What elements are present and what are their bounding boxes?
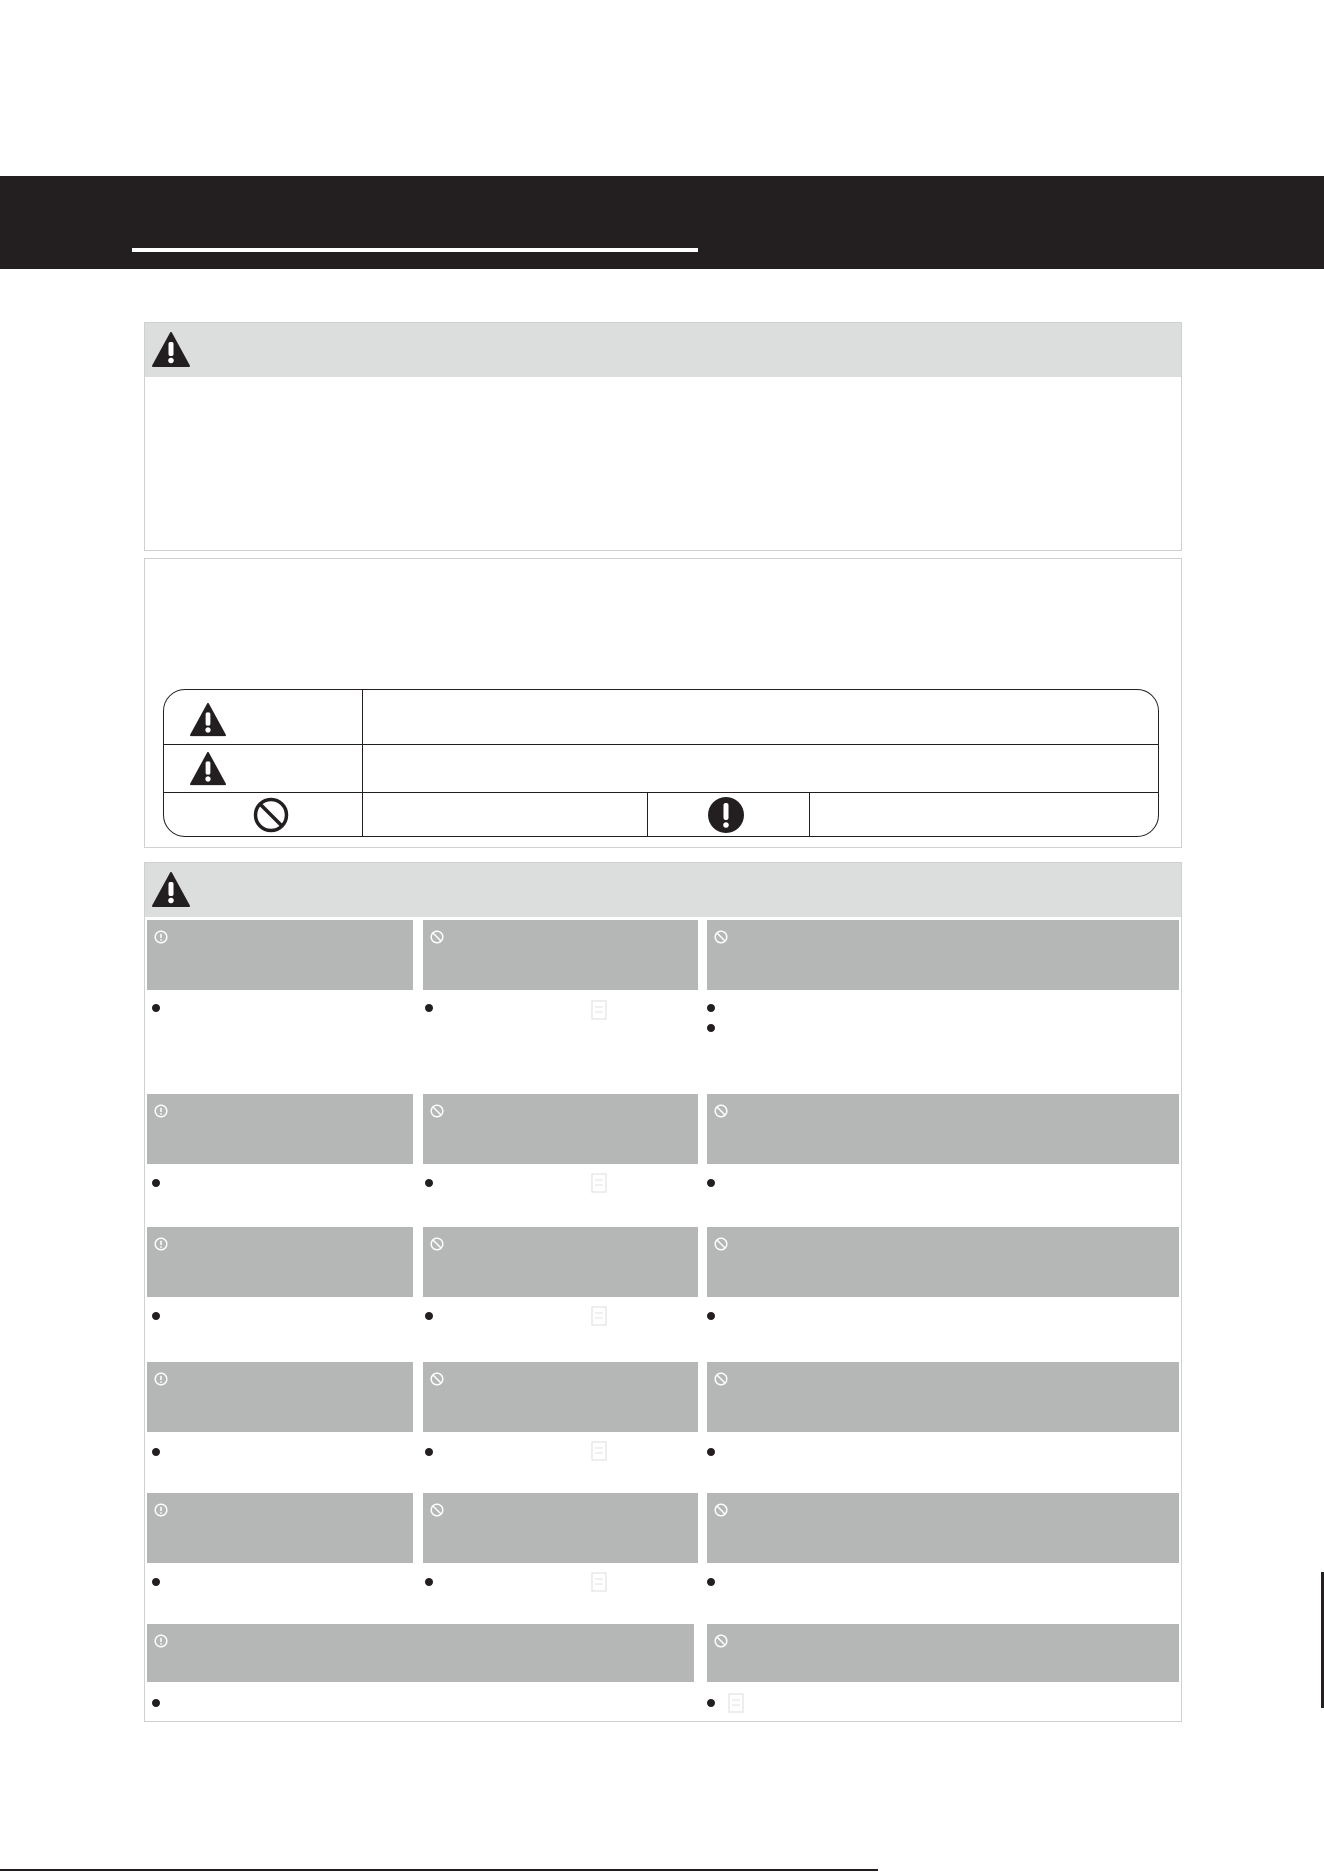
category-bar-prohibited [423, 1227, 698, 1297]
warning-triangle-icon [189, 702, 227, 738]
category-bar-prohibited [707, 1227, 1179, 1297]
bullet-dot [425, 1578, 433, 1586]
warnings-detail-header [145, 863, 1181, 917]
bullet-dot [425, 1448, 433, 1456]
prohibited-small-icon [430, 1237, 444, 1251]
bullet-dot [152, 1312, 160, 1320]
prohibited-small-icon [714, 1237, 728, 1251]
mandatory-small-icon [154, 1237, 168, 1251]
bullet-dot [707, 1024, 715, 1032]
warning-triangle-icon [151, 331, 191, 369]
prohibited-small-icon [714, 1503, 728, 1517]
bullet-dot [707, 1699, 715, 1707]
category-bar-mandatory [147, 920, 413, 990]
category-bar-mandatory [147, 1493, 413, 1563]
page-header-bar [0, 176, 1324, 269]
mandatory-small-icon [154, 1634, 168, 1648]
category-bar-prohibited [423, 1493, 698, 1563]
faint-glyph-icon [590, 1305, 608, 1327]
prohibited-small-icon [714, 1634, 728, 1648]
prohibited-small-icon [430, 1503, 444, 1517]
bullet-dot [707, 1004, 715, 1012]
category-bar-prohibited [423, 1362, 698, 1432]
prohibited-small-icon [714, 1372, 728, 1386]
bullet-dot [707, 1448, 715, 1456]
category-bar-prohibited [423, 1094, 698, 1164]
faint-glyph-icon [590, 1571, 608, 1593]
bullet-dot [707, 1179, 715, 1187]
mandatory-small-icon [154, 1372, 168, 1386]
bullet-dot [425, 1312, 433, 1320]
category-bar-prohibited [707, 1624, 1179, 1682]
prohibited-circle-icon [252, 796, 290, 834]
category-bar-prohibited [707, 1493, 1179, 1563]
category-bar-prohibited [707, 1362, 1179, 1432]
prohibited-small-icon [714, 1104, 728, 1118]
warning-triangle-icon [189, 751, 227, 787]
bullet-dot [707, 1312, 715, 1320]
category-bar-mandatory [147, 1362, 413, 1432]
category-bar-mandatory [147, 1624, 694, 1682]
mandatory-small-icon [154, 1104, 168, 1118]
header-underline [132, 248, 698, 252]
category-bar-prohibited [707, 1094, 1179, 1164]
category-bar-mandatory [147, 1094, 413, 1164]
faint-glyph-icon [590, 1440, 608, 1462]
bullet-dot [425, 1004, 433, 1012]
bullet-dot [707, 1578, 715, 1586]
bullet-dot [152, 1699, 160, 1707]
mandatory-exclamation-icon [707, 796, 745, 834]
prohibited-small-icon [430, 1104, 444, 1118]
bullet-dot [152, 1004, 160, 1012]
mandatory-small-icon [154, 1503, 168, 1517]
faint-glyph-icon [590, 1172, 608, 1194]
page-bottom-rule [0, 1869, 878, 1871]
faint-glyph-icon [727, 1692, 745, 1714]
bullet-dot [152, 1179, 160, 1187]
symbol-legend-table [163, 689, 1159, 837]
category-bar-prohibited [707, 920, 1179, 990]
warning-triangle-icon [151, 871, 191, 909]
prohibited-small-icon [714, 930, 728, 944]
prohibited-small-icon [430, 930, 444, 944]
bullet-dot [152, 1578, 160, 1586]
warning-panel [144, 322, 1182, 551]
category-bar-mandatory [147, 1227, 413, 1297]
prohibited-small-icon [430, 1372, 444, 1386]
warning-panel-header [145, 323, 1181, 377]
bullet-dot [425, 1179, 433, 1187]
bullet-dot [152, 1448, 160, 1456]
category-bar-prohibited [423, 920, 698, 990]
faint-glyph-icon [590, 999, 608, 1021]
mandatory-small-icon [154, 930, 168, 944]
